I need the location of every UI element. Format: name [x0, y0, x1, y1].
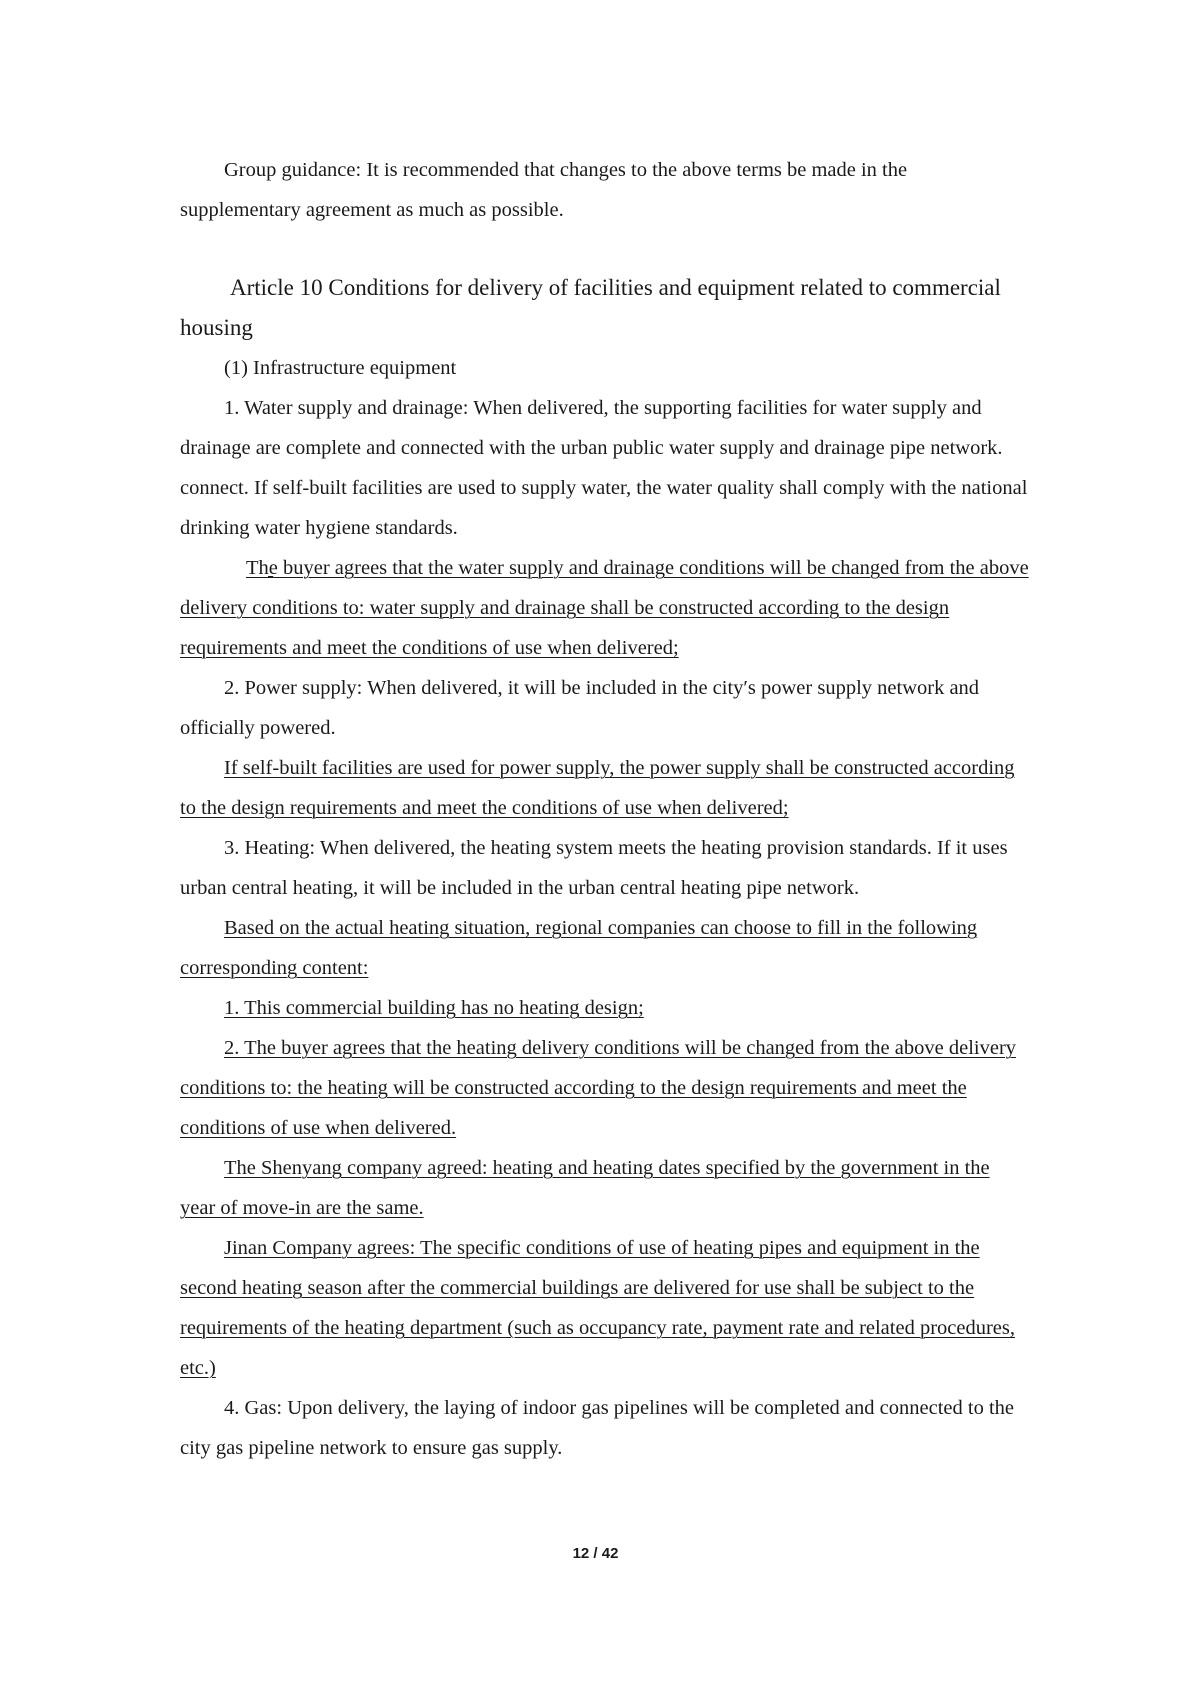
shenyang-paragraph: [180, 1148, 1030, 1228]
heating-option-1-paragraph: [180, 988, 1030, 1028]
heating-option-2-paragraph: [180, 1028, 1030, 1148]
water-buyer-agreement-text: The buyer agrees that the water supply and drainage conditions will be changed from the above delivery conditions to: water supply and drainage shall be constructed according to the design requirements and meet the conditions of use when delivered;: [180, 557, 1029, 659]
heating-option-1-text: 1. This commercial building has no heating design;: [224, 997, 644, 1019]
heating-paragraph: 3. Heating: When delivered, the heating system meets the heating provision standards. If it uses urban central heating, it will be included in the urban central heating pipe network.: [180, 837, 1008, 899]
article-heading: Article 10 Conditions for delivery of facilities and equipment related to commercial housing: [180, 275, 1001, 340]
jinan-paragraph: [180, 1228, 1030, 1388]
gas-paragraph: 4. Gas: Upon delivery, the laying of indoor gas pipelines will be completed and connected to the city gas pipeline network to ensure gas supply.: [180, 1397, 1014, 1459]
heating-options-intro-text: Based on the actual heating situation, regional companies can choose to fill in the following corresponding content:: [180, 917, 978, 979]
water-supply-paragraph: 1. Water supply and drainage: When delivered, the supporting facilities for water supply and drainage are complete and connected with the urban public water supply and drainage pipe network.: [180, 397, 1003, 459]
group-guidance-paragraph: Group guidance: It is recommended that changes to the above terms be made in the supplementary agreement as much as possible.: [180, 159, 908, 221]
heating-options-intro-paragraph: [180, 908, 1030, 988]
jinan-text: Jinan Company agrees: The specific conditions of use of heating pipes and equipment in the second heating season after the commercial buildings are delivered for use shall be subject to the requirements of the heating department (such as occupancy rate, payment rate and related procedures, etc.): [180, 1237, 1016, 1379]
heating-option-2-text: 2. The buyer agrees that the heating delivery conditions will be changed from the above delivery conditions to: the heating will be constructed according to the design requirements and meet the conditions of use when delivered.: [180, 1037, 1017, 1139]
section-subheading: (1) Infrastructure equipment: [224, 357, 457, 379]
shenyang-text: The Shenyang company agreed: heating and heating dates specified by the government in the year of move-in are the same.: [180, 1157, 990, 1219]
water-quality-paragraph: connect. If self-built facilities are used to supply water, the water quality shall comply with the national drinking water hygiene standards.: [180, 477, 1028, 539]
water-buyer-agreement-paragraph: [180, 548, 1030, 668]
power-self-built-paragraph: [180, 748, 1030, 828]
power-self-built-text: If self-built facilities are used for power supply, the power supply shall be constructed according to the design requirements and meet the conditions of use when delivered;: [180, 757, 1015, 819]
power-supply-paragraph: 2. Power supply: When delivered, it will be included in the city′s power supply network and officially powered.: [180, 677, 980, 739]
page-number: 12 / 42: [572, 1545, 619, 1562]
document-body: [180, 150, 1030, 1468]
